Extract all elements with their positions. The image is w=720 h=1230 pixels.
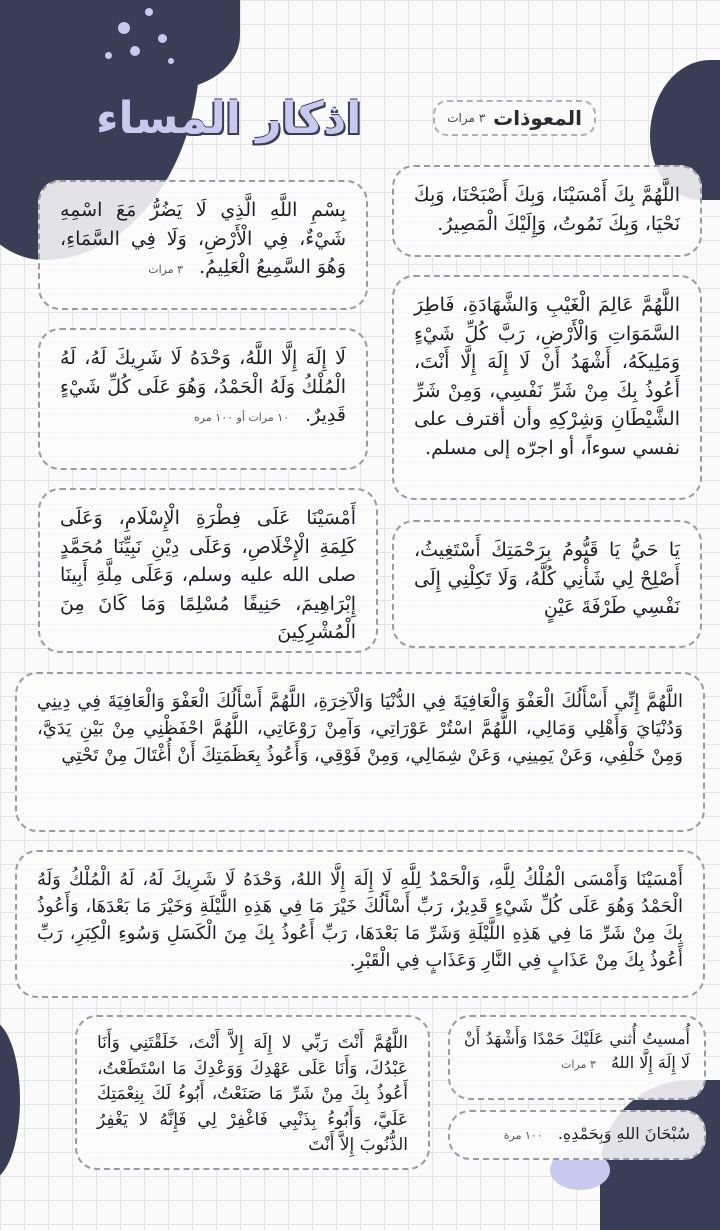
muawwidhat-label	[433, 100, 596, 136]
decor-dot	[130, 46, 140, 56]
dhikr-text: أَمْسَيْنَا وَأَمْسَى الْمُلْكُ لِلَّهِ، وَالْحَمْدُ لِلَّهِ لَا إِلَهَ إِلَّا اللهُ، وَحْدَهُ لَا شَرِيكَ لَهُ، لَهُ الْمُلْكُ وَلَهُ الْحَمْدُ وَهُوَ عَلَى كُلِّ شَيْءٍ قَدِيرٌ، رَبِّ أَسْأَلُكَ خَيْرَ مَا فِي هَذِهِ اللَّيْلَةِ وَخَيْرَ مَا بَعْدَهَا، وَأَعُوذُ بِكَ مِنْ شَرِّ مَا فِي هَذِهِ اللَّيْلَةِ وَشَرِّ مَا بَعْدَهَا، رَبِّ أَعُوذُ بِكَ مِنَ الْكَسَلِ وَسُوءِ الْكِبَرِ، رَبِّ أَعُوذُ بِكَ مِنْ عَذَابٍ فِي النَّارِ وَعَذَابٍ فِي الْقَبْرِ.	[37, 869, 683, 971]
dhikr-text: اللَّهُمَّ إِنِّي أَسْأَلُكَ الْعَفْوَ وَالْعَافِيَةَ فِي الدُّنْيَا وَالْآخِرَةِ، اللَّهُمَّ أَسْأَلُكَ الْعَفْوَ وَالْعَافِيَةَ فِي دِينِي وَدُنْيَايَ وَأَهْلِي وَمَالِي، اللَّهُمَّ اسْتُرْ عَوْرَاتِي، وَآمِنْ رَوْعَاتِي، اللَّهُمَّ احْفَظْنِي مِنْ بَيْنِ يَدَيَّ، وَمِنْ خَلْفِي، وَعَنْ يَمِينِي، وَعَنْ شِمَالِي، وَمِنْ فَوْقِي، وَأَعُوذُ بِعَظَمَتِكَ أَنْ أُغْتَالَ مِنْ تَحْتِي	[37, 691, 683, 766]
dhikr-text: اللَّهُمَّ عَالِمَ الْغَيْبِ وَالشَّهَادَةِ، فَاطِرَ السَّمَوَاتِ وَالْأَرْضِ، رَبَّ كُلِّ شَيْءٍ وَمَلِيكَهُ، أَشْهَدُ أَنْ لَا إِلَهَ إِلَّا أَنْتَ، أَعُوذُ بِكَ مِنْ شَرِّ نَفْسِي، وَمِنْ شَرِّ الشَّيْطَانِ وَشِرْكِهِ وأن أقترف على نفسي سوءاً، أو اجرّه إلى مسلم.	[414, 294, 680, 459]
dhikr-text: بِسْمِ اللَّهِ الَّذِي لَا يَضُرُّ مَعَ اسْمِهِ شَيْءٌ، فِي الْأَرْضِ، وَلَا فِي السَّمَاءِ، وَهُوَ السَّمِيعُ الْعَلِيمُ.	[60, 199, 346, 278]
decor-dot	[105, 52, 112, 59]
dhikr-count: ٣ مرات	[561, 1058, 596, 1071]
dhikr-text: سُبْحَانَ اللهِ وَبِحَمْدِهِ.	[557, 1124, 690, 1143]
dhikr-text: اللَّهُمَّ بِكَ أَمْسَيْنَا، وَبِكَ أَصْبَحْنَا، وَبِكَ نَحْيَا، وَبِكَ نَمُوتُ، وَإِلَيْكَ الْمَصِيرُ.	[414, 184, 680, 235]
dhikr-count: ١٠ مرات أو ١٠٠ مره	[194, 411, 290, 424]
dhikr-card-alim-alghayb	[392, 275, 702, 500]
subtitle: المعوذات	[493, 106, 582, 130]
dhikr-card-al-afw	[15, 672, 705, 832]
dhikr-card-subhanallah	[448, 1110, 706, 1160]
dhikr-card-la-ilaha	[38, 328, 368, 470]
dhikr-card-fitrat-islam	[38, 488, 378, 653]
dhikr-card-ya-hayy	[392, 520, 702, 648]
dhikr-text: أَمْسَيْنَا عَلَى فِطْرَةِ الْإِسْلَامِ، وَعَلَى كَلِمَةِ الْإِخْلَاصِ، وَعَلَى دِيْنِ نَبِيِّنَا مُحَمَّدٍ صلى الله عليه وسلم، وَعَلَى مِلَّةِ أَبِينَا إِبْرَاهِيمَ، حَنِيفًا مُسْلِمًا وَمَا كَانَ مِنَ الْمُشْرِكِينَ	[60, 507, 356, 643]
decor-blob-bottom-left	[0, 1020, 20, 1180]
dhikr-count: ٣ مرات	[148, 263, 184, 276]
dhikr-card-amsayna-mulk	[15, 850, 705, 998]
page-header	[96, 88, 596, 148]
dhikr-card-bismillah	[38, 180, 368, 310]
dhikr-text: يَا حَيُّ يَا قَيُّومُ بِرَحْمَتِكَ أَسْتَغِيثُ، أَصْلِحْ لِي شَأْنِي كُلَّهُ، وَلَا تَكِلْنِي إِلَى نَفْسِي طَرْفَةَ عَيْنٍ	[414, 539, 680, 618]
decor-dot	[118, 22, 130, 34]
dhikr-card-amsayna-bika	[392, 165, 702, 257]
decor-dot	[158, 34, 167, 43]
page-title: اذكار المساء	[96, 92, 362, 144]
decor-dot	[145, 8, 153, 16]
dhikr-text: لَا إِلَهَ إِلَّا اللَّهُ، وَحْدَهُ لَا شَرِيكَ لَهُ، لَهُ الْمُلْكُ وَلَهُ الْحَمْدُ، وَهُوَ عَلَى كُلِّ شَيْءٍ قَدِيرٌ.	[60, 347, 346, 426]
dhikr-text: أُمسيتُ أُثني عَلَيْكَ حَمْدًا وَأَشْهَدُ أَنْ لَا إِلَهَ إِلَّا اللهُ	[464, 1029, 690, 1072]
dhikr-card-sayyid-istighfar	[75, 1015, 430, 1170]
decor-dot	[168, 58, 174, 64]
dhikr-count: ١٠٠ مرة	[503, 1129, 543, 1142]
dhikr-text: اللَّهُمَّ أَنْتَ رَبِّي لا إِلَهَ إِلاَّ أَنْتَ، خَلَقْتَنِي وَأَنَا عَبْدُكَ، وَأَنَا عَلَى عَهْدِكَ وَوَعْدِكَ مَا اسْتَطَعْتُ، أَعُوذُ بِكَ مِنْ شَرِّ مَا صَنَعْتُ، أَبُوءُ لَكَ بِنِعْمَتِكَ عَلَيَّ، وَأَبُوءُ بِذَنْبِي فَاغْفِرْ لِي فَإِنَّهُ لا يَغْفِرُ الذُّنُوبَ إِلاَّ أَنْتَ	[97, 1033, 408, 1155]
dhikr-card-amsaytu-uthni	[448, 1015, 706, 1100]
subtitle-count: ٣ مرات	[447, 111, 486, 125]
